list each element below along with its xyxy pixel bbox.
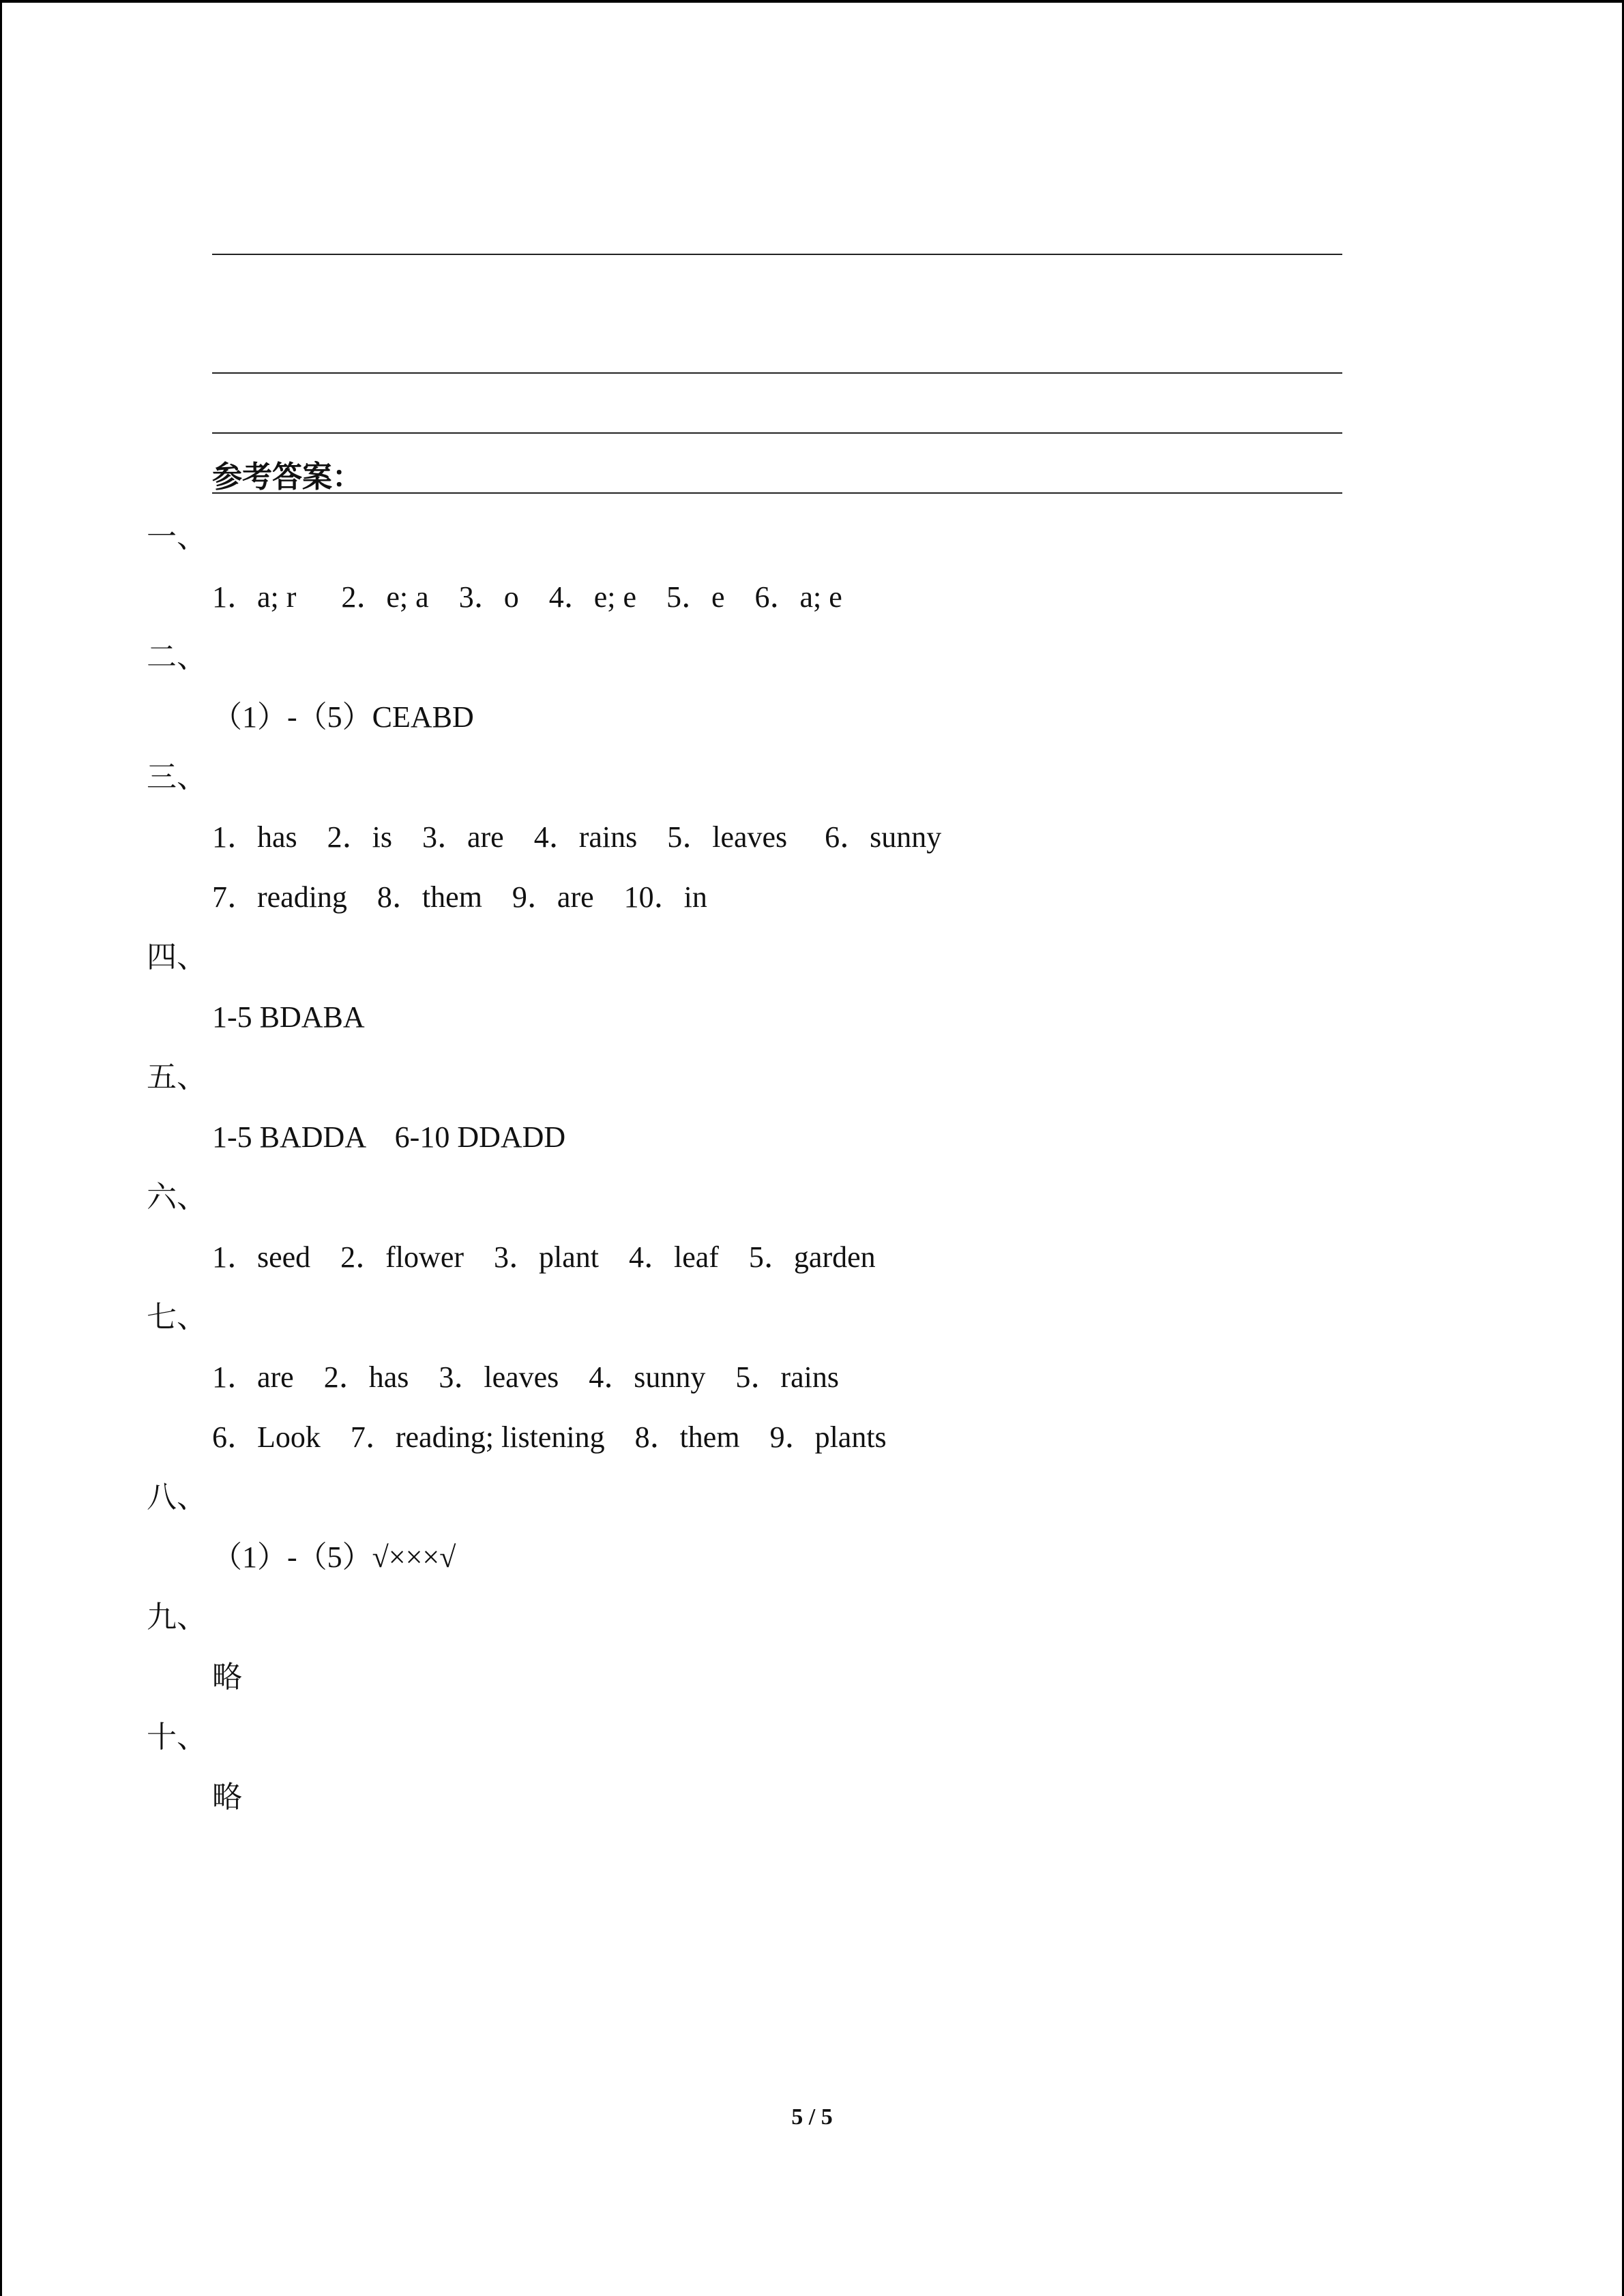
writing-line (212, 254, 1342, 255)
section-9-answers: 略 (212, 1660, 242, 1695)
section-5-answers: 1-5 BADDA 6-10 DDADD (212, 1120, 566, 1154)
section-mark-4: 四、 (147, 940, 207, 974)
page-top-border (0, 0, 1624, 3)
section-mark-7: 七、 (147, 1300, 207, 1335)
section-mark-5: 五、 (147, 1060, 207, 1094)
section-3-answers-row-1: 1．has 2．is 3．are 4．rains 5．leaves 6．sunny (212, 820, 942, 854)
section-7-answers-row-1: 1．are 2．has 3．leaves 4．sunny 5．rains (212, 1360, 839, 1394)
writing-line (212, 314, 1342, 374)
answer-key-heading: 参考答案： (212, 460, 362, 494)
writing-line (212, 374, 1342, 434)
page-left-border (0, 0, 2, 2296)
section-mark-2: 二、 (147, 640, 207, 674)
writing-lines (212, 254, 1342, 494)
section-mark-10: 十、 (147, 1720, 207, 1755)
section-mark-9: 九、 (147, 1600, 207, 1635)
page-number: 5 / 5 (791, 2104, 833, 2130)
writing-line (212, 434, 1342, 494)
section-10-answers: 略 (212, 1780, 242, 1815)
section-3-answers-row-2: 7．reading 8．them 9．are 10．in (212, 880, 707, 914)
section-8-answers: （1）-（5）√×××√ (212, 1540, 456, 1574)
section-2-answers: （1）-（5）CEABD (212, 700, 474, 734)
section-mark-1: 一、 (147, 520, 207, 554)
section-4-answers: 1-5 BDABA (212, 1000, 365, 1034)
section-mark-3: 三、 (147, 760, 207, 794)
section-7-answers-row-2: 6．Look 7．reading; listening 8．them 9．plants (212, 1420, 887, 1454)
section-mark-6: 六、 (147, 1180, 207, 1214)
section-mark-8: 八、 (147, 1480, 207, 1515)
section-6-answers: 1．seed 2．flower 3．plant 4．leaf 5．garden (212, 1240, 876, 1274)
section-1-answers: 1．a; r 2．e; a 3．o 4．e; e 5．e 6．a; e (212, 580, 842, 614)
